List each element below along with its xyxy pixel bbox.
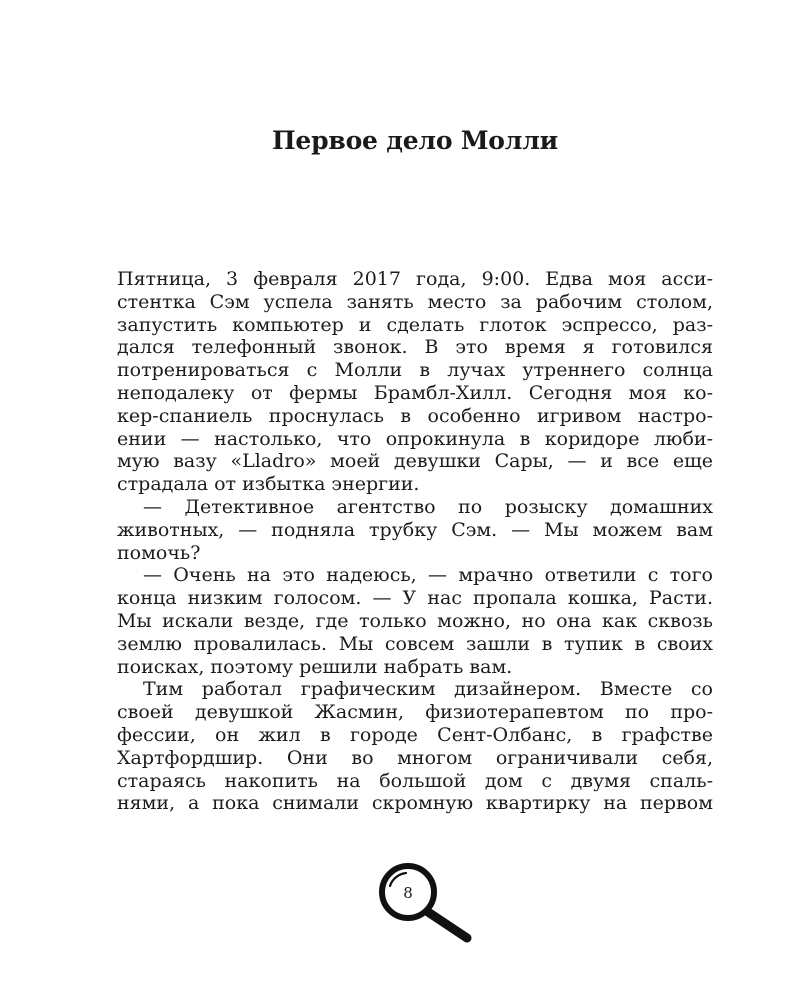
text-line: землю провалилась. Мы совсем зашли в тупик в своих	[117, 632, 713, 655]
text-line: — Детективное агентство по розыску домашних	[143, 495, 713, 518]
text-line: стентка Сэм успела занять место за рабочим столом,	[117, 290, 713, 313]
text-line: поисках, поэтому решили набрать вам.	[117, 655, 513, 678]
text-line: конца низким голосом. — У нас пропала кошка, Расти.	[117, 587, 713, 610]
text-line: кер-спаниель проснулась в особенно игривом настро-	[117, 404, 713, 427]
text-line: неподалеку от фермы Брамбл-Хилл. Сегодня моя ко-	[117, 381, 713, 404]
text-line: Мы искали везде, где только можно, но она как сквозь	[117, 609, 713, 632]
chapter-title: Первое дело Молли	[272, 126, 558, 155]
text-line: ении — настолько, что опрокинула в коридоре люби-	[117, 427, 713, 450]
text-line: мую вазу «Lladro» моей девушки Сары, — и все еще	[117, 450, 713, 473]
text-line: страдала от избытка энергии.	[117, 473, 420, 496]
magnifying-glass-icon	[376, 862, 476, 944]
text-line: потренироваться с Молли в лучах утреннего солнца	[117, 359, 713, 382]
page-number: 8	[403, 884, 413, 902]
text-line: нями, а пока снимали скромную квартирку на первом	[117, 792, 713, 815]
text-line: Тим работал графическим дизайнером. Вместе со	[143, 678, 713, 701]
page-number-badge	[376, 862, 476, 944]
text-line: Хартфордшир. Они во многом ограничивали себя,	[117, 746, 713, 769]
text-line: стараясь накопить на большой дом с двумя спаль-	[117, 769, 713, 792]
text-line: дался телефонный звонок. В это время я готовился	[117, 336, 713, 359]
text-line: своей девушкой Жасмин, физиотерапевтом по про-	[117, 701, 713, 724]
text-line: запустить компьютер и сделать глоток эспрессо, раз-	[117, 313, 713, 336]
text-line: помочь?	[117, 541, 201, 564]
text-line: животных, — подняла трубку Сэм. — Мы можем вам	[117, 518, 713, 541]
body-text	[117, 268, 713, 815]
text-line: — Очень на это надеюсь, — мрачно ответили с того	[143, 564, 713, 587]
text-line: Пятница, 3 февраля 2017 года, 9:00. Едва моя асси-	[117, 268, 713, 290]
text-line: фессии, он жил в городе Сент-Олбанс, в графстве	[117, 723, 713, 746]
